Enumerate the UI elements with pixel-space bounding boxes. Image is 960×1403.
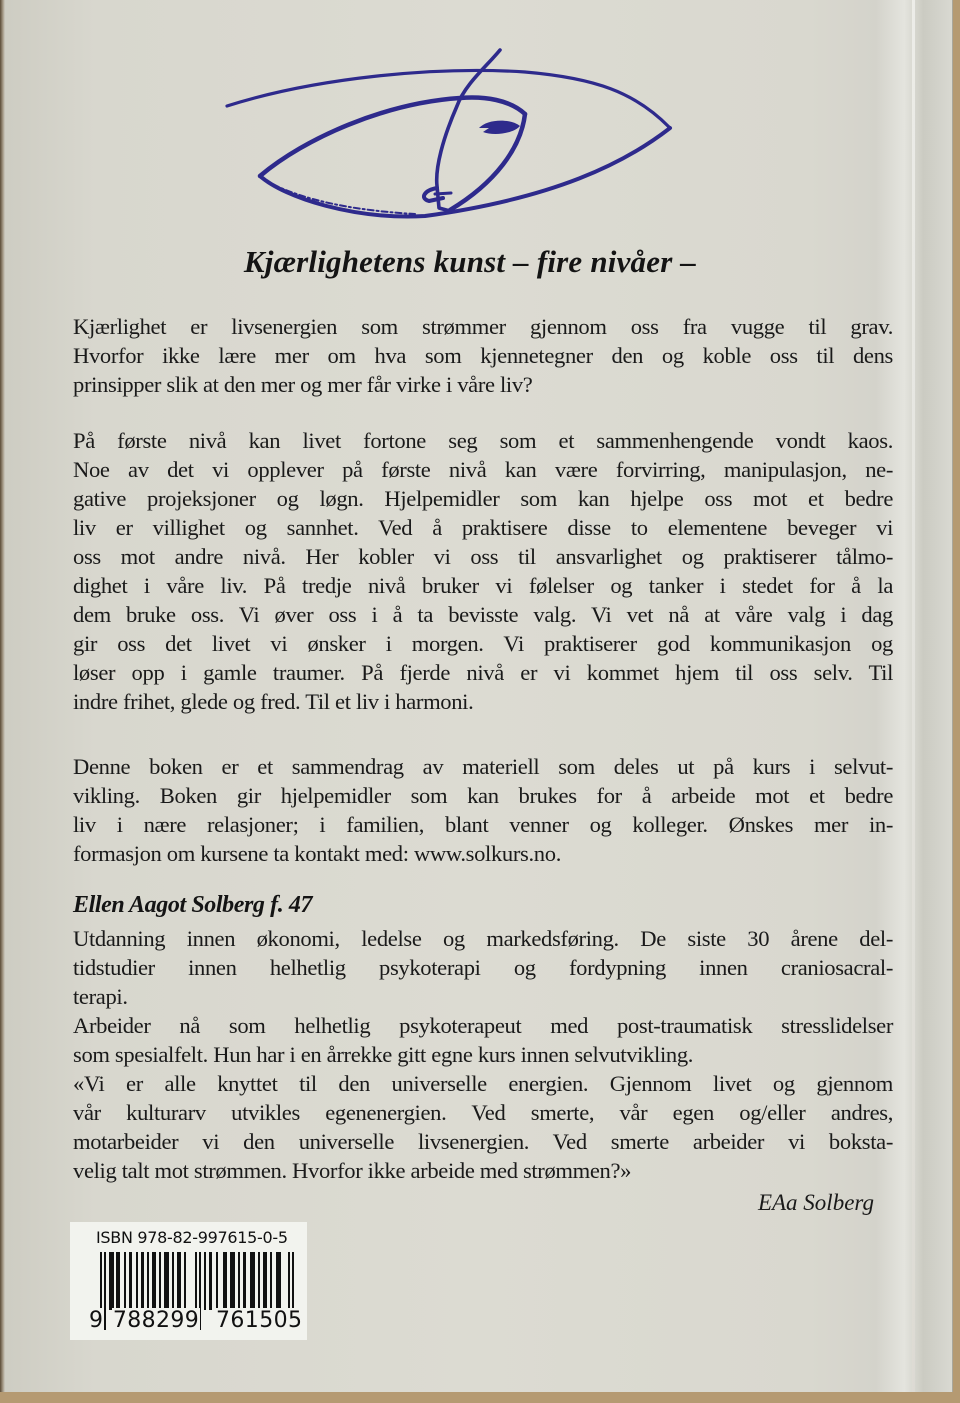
barcode-digit-lead: 9 xyxy=(89,1308,104,1333)
text-line: gative projeksjoner og løgn. Hjelpemidler som kan hjelpe oss mot et bedre xyxy=(73,486,893,511)
isbn-label: ISBN 978-82-997615-0-5 xyxy=(96,1228,288,1247)
text-line: Noe av det vi opplever på første nivå kan være forvirring, manipulasjon, ne- xyxy=(73,457,893,482)
levels-paragraph xyxy=(73,426,893,716)
book-title: Kjærlighetens kunst – fire nivåer – xyxy=(243,244,697,279)
author-signature: EAa Solberg xyxy=(757,1190,874,1215)
isbn-barcode xyxy=(70,1222,307,1340)
text-line: Kjærlighet er livsenergien som strømmer gjennom oss fra vugge til grav. xyxy=(73,314,893,339)
author-bio xyxy=(73,924,893,1185)
text-line: motarbeider vi den universelle livsenergien. Ved smerte arbeider vi boksta- xyxy=(73,1129,893,1154)
text-line: oss mot andre nivå. Her kobler vi oss til ansvarlighet og praktiserer tålmo- xyxy=(73,544,893,569)
text-line: Utdanning innen økonomi, ledelse og markedsføring. De siste 30 årene del- xyxy=(73,926,893,951)
intro-paragraph xyxy=(73,312,893,399)
barcode-digits-right: 761505 xyxy=(216,1308,303,1333)
text-line: Arbeider nå som helhetlig psykoterapeut med post-traumatisk stresslidelser xyxy=(73,1013,893,1038)
text-line: På første nivå kan livet fortone seg som et sammenhengende vondt kaos. xyxy=(73,428,893,453)
text-line: dem bruke oss. Vi øver oss i å ta bevisste valg. Vi vet nå at våre valg i dag xyxy=(73,602,893,627)
eye-face-drawing-icon xyxy=(225,48,685,228)
cover-left-edge xyxy=(0,0,5,1392)
text-line: gir oss det livet vi ønsker i morgen. Vi praktiserer god kommunikasjon og xyxy=(73,631,893,656)
barcode-digits xyxy=(88,1308,303,1333)
text-line: indre frihet, glede og fred. Til et liv i harmoni. xyxy=(73,689,474,714)
text-line: prinsipper slik at den mer og mer får virke i våre liv? xyxy=(73,372,533,397)
text-line: formasjon om kursene ta kontakt med: www.solkurs.no. xyxy=(73,841,561,866)
barcode-digits-left: 788299 xyxy=(112,1308,200,1333)
text-line: liv i nære relasjoner; i familien, blant venner og kolleger. Ønskes mer in- xyxy=(73,812,893,837)
text-line: terapi. xyxy=(73,984,128,1009)
text-line: dighet i våre liv. På tredje nivå bruker vi følelser og tanker i stedet for å la xyxy=(73,573,893,598)
text-line: vår kulturarv utvikles egenenergien. Ved smerte, vår egen og/eller andres, xyxy=(73,1100,893,1125)
text-line: tidstudier innen helhetlig psykoterapi og fordypning innen craniosacral- xyxy=(73,955,893,980)
text-line: Denne boken er et sammendrag av materiell som deles ut på kurs i selvut- xyxy=(73,754,893,779)
cover-edge-highlight xyxy=(912,0,915,1392)
text-line: Hvorfor ikke lære mer om hva som kjennetegner den og koble oss til dens xyxy=(73,343,893,368)
text-line: som spesialfelt. Hun har i en årrekke gitt egne kurs innen selvutvikling. xyxy=(73,1042,694,1067)
text-line: velig talt mot strømmen. Hvorfor ikke arbeide med strømmen?» xyxy=(73,1158,632,1183)
text-line: liv er villighet og sannhet. Ved å praktisere disse to elementene beveger vi xyxy=(73,515,893,540)
author-name: Ellen Aagot Solberg f. 47 xyxy=(73,892,313,918)
text-line: «Vi er alle knyttet til den universelle energien. Gjennom livet og gjennom xyxy=(73,1071,893,1096)
text-line: løser opp i gamle traumer. På fjerde nivå er vi kommet hjem til oss selv. Til xyxy=(73,660,893,685)
summary-paragraph xyxy=(73,752,893,868)
text-line: vikling. Boken gir hjelpemidler som kan brukes for å arbeide mot et bedre xyxy=(73,783,893,808)
